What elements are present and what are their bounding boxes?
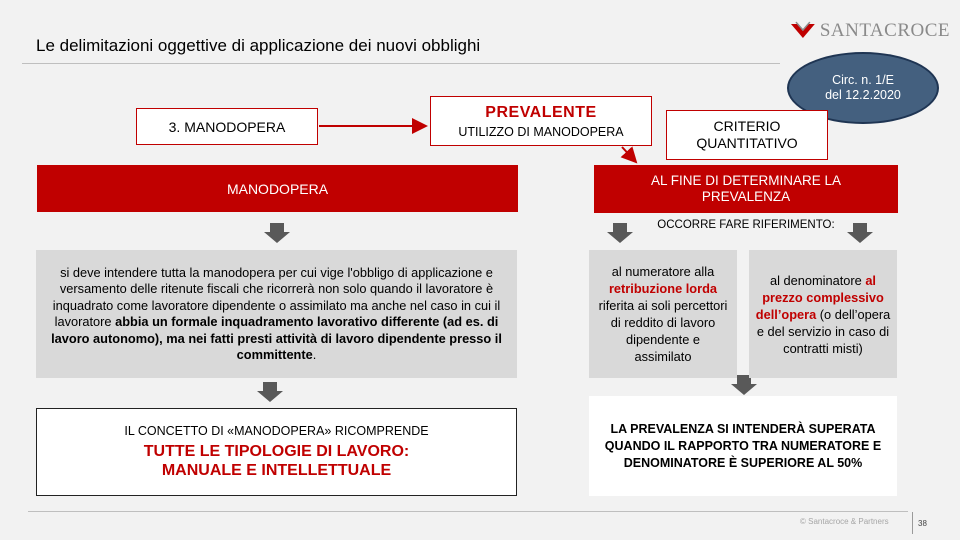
logo-text: SANTACROCE xyxy=(819,20,950,41)
concept-line: IL CONCETTO DI «MANODOPERA» RICOMPRENDE xyxy=(124,424,429,438)
denominator-highlight: al prezzo complessivo dell’opera xyxy=(755,272,884,322)
circ-date: del 12.2.2020 xyxy=(825,88,901,102)
definition-end: . xyxy=(312,347,317,362)
prevalente-box xyxy=(430,96,652,146)
fine-determinare-bar xyxy=(594,165,898,213)
page-title: Le delimitazioni oggettive di applicazione dei nuovi obblighi xyxy=(36,36,481,55)
concept-highlight-1: TUTTE LE TIPOLOGIE DI LAVORO: xyxy=(143,443,410,460)
denominator-box xyxy=(749,250,897,378)
denominator-before: al denominatore xyxy=(769,272,866,288)
denominator-text xyxy=(755,272,891,357)
prevalente-title: PREVALENTE xyxy=(485,103,597,121)
denominator-after: (o dell’opera e del servizio in caso di contratti misti) xyxy=(756,306,891,356)
manodopera-bar: MANODOPERA xyxy=(37,165,518,212)
criterio-line2: QUANTITATIVO xyxy=(696,135,798,151)
manodopera-box: 3. MANODOPERA xyxy=(136,108,318,145)
numerator-after: riferita ai soli percettori di reddito di lavoro dipendente e assimilato xyxy=(598,298,728,364)
footer-divider xyxy=(28,511,908,512)
definition-text xyxy=(44,265,509,364)
page-number: 38 xyxy=(918,519,927,528)
conclusion-text: LA PREVALENZA SI INTENDERÀ SUPERATA QUANDO IL RAPPORTO TRA NUMERATORE E DENOMINATORE È SUPERIORE AL 50% xyxy=(604,421,882,470)
down-arrow-icon xyxy=(257,382,283,402)
down-arrow-icon xyxy=(264,223,290,243)
prevalente-subtitle: UTILIZZO DI MANODOPERA xyxy=(458,124,624,139)
footer-separator xyxy=(912,512,913,534)
conclusion-box xyxy=(589,396,897,496)
concept-box xyxy=(36,408,517,496)
concept-highlight-2: MANUALE E INTELLETTUALE xyxy=(161,462,392,479)
fine-line2: PREVALENZA xyxy=(701,189,791,204)
definition-plain: si deve intendere tutta la manodopera per cui vige l'obbligo di applicazione e versamento delle ritenute fiscali che ricorrerà non solo quando il lavoratore è inquadrato come lavoratore dipendente o assimilato ma anche nel caso in cui il lavoratore xyxy=(52,264,501,329)
criterio-box xyxy=(666,110,828,160)
down-arrow-icon xyxy=(731,375,757,395)
circ-number: Circ. n. 1/E xyxy=(832,73,894,87)
occorre-label: OCCORRE FARE RIFERIMENTO: xyxy=(657,219,835,231)
numerator-box xyxy=(589,250,737,378)
definition-bold: abbia un formale inquadramento lavorativo differente (ad es. di lavoro autonomo), ma nei fatti presti attività di lavoro dipendente presso il committente xyxy=(51,314,502,362)
definition-box xyxy=(36,250,517,378)
numerator-text xyxy=(597,263,729,365)
fine-line1: AL FINE DI DETERMINARE LA xyxy=(650,173,842,188)
criterio-line1: CRITERIO xyxy=(713,118,781,134)
numerator-highlight: retribuzione lorda xyxy=(608,281,718,296)
footer-copyright: © Santacroce & Partners xyxy=(800,517,889,526)
numerator-before: al numeratore alla xyxy=(611,264,715,279)
arrow-prevalente-to-fine xyxy=(622,147,636,162)
